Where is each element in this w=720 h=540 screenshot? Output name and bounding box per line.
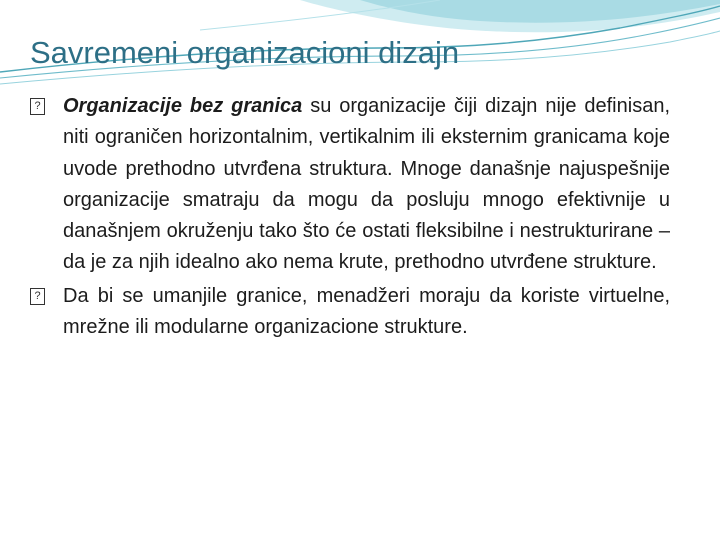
missing-glyph-icon: ? — [30, 288, 45, 305]
bullet-paragraph-2 — [30, 281, 670, 344]
bullet-text: su organizacije čiji dizajn nije definisan, niti ograničen horizontalnim, vertikalnim ili eksternim granicama koje uvode prethodno utvrđena struktura. Mnoge današnje najuspešnije organizacije smatraju da mogu da posluju mnogo efektivnije u današnjem okruženju tako što će ostati fleksibilne i nestrukturirane – da je za njih idealno ako nema krute, prethodno utvrđene strukture. — [63, 95, 670, 274]
bullet-text: Da bi se umanjile granice, menadžeri moraju da koriste virtuelne, mrežne ili modularne organizacione strukture. — [63, 284, 670, 339]
slide-title: Savremeni organizacioni dizajn — [30, 35, 460, 70]
missing-glyph-icon: ? — [30, 98, 45, 115]
bullet-paragraph-1 — [30, 91, 670, 279]
bullet-term: Organizacije bez granica — [63, 95, 303, 117]
slide-content — [30, 91, 670, 343]
